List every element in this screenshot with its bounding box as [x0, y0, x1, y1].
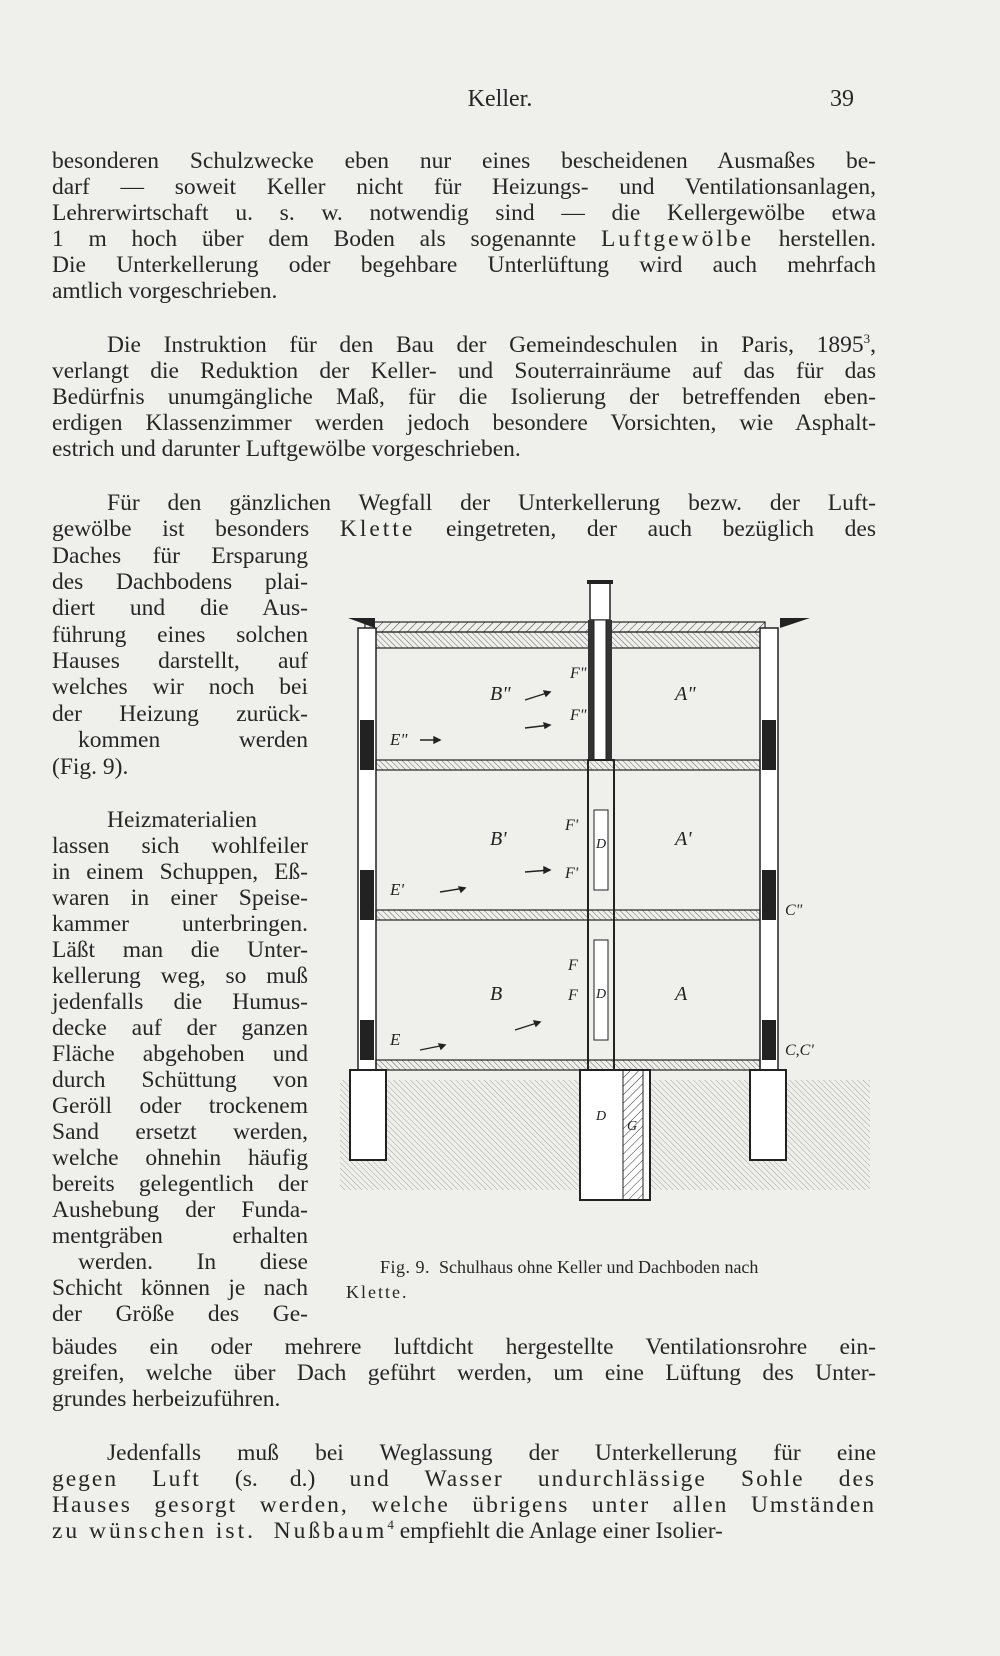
text-span: gewölbe ist besonders [52, 516, 310, 542]
duct-label-d: D [596, 987, 607, 1002]
room-label-a: A [675, 983, 688, 1005]
text-line: mentgräben erhalten [52, 1223, 308, 1249]
text-span: eingetreten, der auch bezüglich des [445, 516, 877, 542]
vent-label-e1: E' [390, 880, 405, 899]
figure-caption [380, 1255, 920, 1279]
text-line: Heizmaterialien [107, 807, 258, 833]
text-line: Hauses darstellt, auf [52, 648, 308, 674]
text-line: Daches für Ersparung [52, 543, 308, 569]
text-line: Hauses gesorgt werden, welche übrigens unter allen Umständen [52, 1492, 876, 1518]
text-line [52, 226, 876, 253]
text-line: Läßt man die Unter- [52, 937, 308, 963]
text-line: werden. In diese [78, 1249, 308, 1275]
text-span: empfiehlt die Anlage einer Isolier- [399, 1518, 723, 1544]
text-line: welches wir noch bei [52, 674, 308, 700]
duct-label-d1: D [596, 837, 607, 852]
author-name: Nußbaum [273, 1518, 388, 1544]
text-line: erdigen Klassenzimmer werden jedoch besondere Vorsichten, wie Asphalt- [52, 410, 876, 436]
text-line: greifen, welche über Dach geführt werden, um eine Lüftung des Unter- [52, 1360, 876, 1386]
text-line: (Fig. 9). [52, 754, 129, 780]
text-line [52, 1518, 876, 1545]
text-line: grundes herbeizuführen. [52, 1386, 281, 1412]
text-line: besonderen Schulzwecke eben nur eines bescheidenen Ausmaßes be- [52, 148, 876, 174]
text-span: herstellen. [778, 226, 876, 252]
room-label-b: B [490, 983, 503, 1005]
text-line: Schicht können je nach [52, 1275, 308, 1301]
text-line: estrich und darunter Luftgewölbe vorgeschrieben. [52, 436, 521, 462]
caption-text: Schulhaus ohne Keller und Dachboden nach [439, 1257, 759, 1277]
text-line: Sand ersetzt werden, [52, 1119, 308, 1145]
text-line: lassen sich wohlfeiler [52, 833, 308, 859]
room-label-a1: A' [675, 828, 692, 850]
figure-9 [340, 580, 870, 1250]
wall-label-cc1: C,C' [785, 1042, 814, 1059]
flue-label-fa: F [568, 957, 578, 974]
roof [348, 618, 810, 648]
flue-label-f1a: F' [565, 817, 579, 834]
text-line: kellerung weg, so muß [52, 963, 308, 989]
figure-number: Fig. 9. [380, 1257, 431, 1277]
vent-label-e: E [390, 1030, 401, 1049]
text-line: Lehrerwirtschaft u. s. w. notwendig sind — die Kellergewölbe etwa [52, 200, 876, 226]
text-line: in einem Schuppen, Eß- [52, 859, 308, 885]
text-line: Fläche abgehoben und [52, 1041, 308, 1067]
flue-label-f1b: F' [565, 865, 579, 882]
figure-caption-author: Klette. [346, 1282, 409, 1302]
text-line: amtlich vorgeschrieben. [52, 278, 278, 304]
text-span: , [870, 332, 876, 358]
text-span: (s. d.) [234, 1466, 316, 1492]
text-line: welche ohnehin häufig [52, 1145, 308, 1171]
emphasis-term: und Wasser undurchlässige Sohle des [349, 1466, 877, 1492]
text-line: diert und die Aus- [52, 595, 308, 621]
running-head: Keller. [467, 86, 533, 112]
duct-label-d0: D [596, 1109, 607, 1124]
text-line: bereits gelegentlich der [52, 1171, 308, 1197]
duct-label-g: G [627, 1119, 638, 1134]
flue-label-f2b: F" [570, 707, 587, 724]
footnote-ref: 3 [863, 331, 871, 346]
wall-label-c2: C" [785, 902, 803, 919]
emphasis-term: zu wünschen ist. [52, 1518, 256, 1544]
text-line: verlangt die Reduktion der Keller- und Souterrainräume auf das für das [52, 358, 876, 384]
foundations [340, 1070, 870, 1200]
room-label-b1: B' [490, 828, 507, 850]
room-label-a2: A" [675, 683, 696, 705]
text-line: durch Schüttung von [52, 1067, 308, 1093]
text-line: jedenfalls die Humus- [52, 989, 308, 1015]
text-line [52, 1466, 876, 1493]
text-line: Bedürfnis unumgängliche Maß, für die Isolierung der betreffenden eben- [52, 384, 876, 410]
text-line: kommen werden [78, 727, 308, 753]
airflow-arrows [420, 691, 550, 1050]
text-line [52, 332, 876, 359]
emphasis-term: Klette [339, 516, 416, 542]
vent-label-e2: E" [390, 730, 408, 749]
text-line: decke auf der ganzen [52, 1015, 308, 1041]
room-label-b2: B" [490, 683, 511, 705]
text-line: kammer unterbringen. [52, 911, 308, 937]
text-line: Geröll oder trockenem [52, 1093, 308, 1119]
emphasis-term: Luftgewölbe [600, 226, 755, 252]
emphasis-term: gegen Luft [52, 1466, 201, 1492]
text-line: führung eines solchen [52, 622, 308, 648]
text-line: Für den gänzlichen Wegfall der Unterkellerung bezw. der Luft- [107, 490, 876, 516]
flue-label-f2a: F" [570, 665, 587, 682]
text-span: 1 m hoch über dem Boden als sogenannte [52, 226, 577, 252]
text-span: Die Instruktion für den Bau der Gemeindeschulen in Paris, 1895 [107, 332, 864, 358]
text-line [52, 516, 876, 543]
flue-label-fb: F [568, 987, 578, 1004]
text-line: Aushebung der Funda- [52, 1197, 308, 1223]
page-number: 39 [830, 86, 854, 112]
footnote-ref: 4 [387, 1517, 394, 1532]
text-line: der Heizung zurück- [52, 701, 308, 727]
text-line: darf — soweit Keller nicht für Heizungs- und Ventilationsanlagen, [52, 174, 876, 200]
text-line: Die Unterkellerung oder begehbare Unterlüftung wird auch mehrfach [52, 252, 876, 278]
floor-slabs [376, 760, 760, 1070]
section-drawing [340, 580, 870, 1250]
text-line: waren in einer Speise- [52, 885, 308, 911]
text-line: bäudes ein oder mehrere luftdicht hergestellte Ventilationsrohre ein- [52, 1334, 876, 1360]
text-line: des Dachbodens plai- [52, 569, 308, 595]
text-line: Jedenfalls muß bei Weglassung der Unterkellerung für eine [107, 1440, 876, 1466]
text-line: der Größe des Ge- [52, 1301, 308, 1327]
